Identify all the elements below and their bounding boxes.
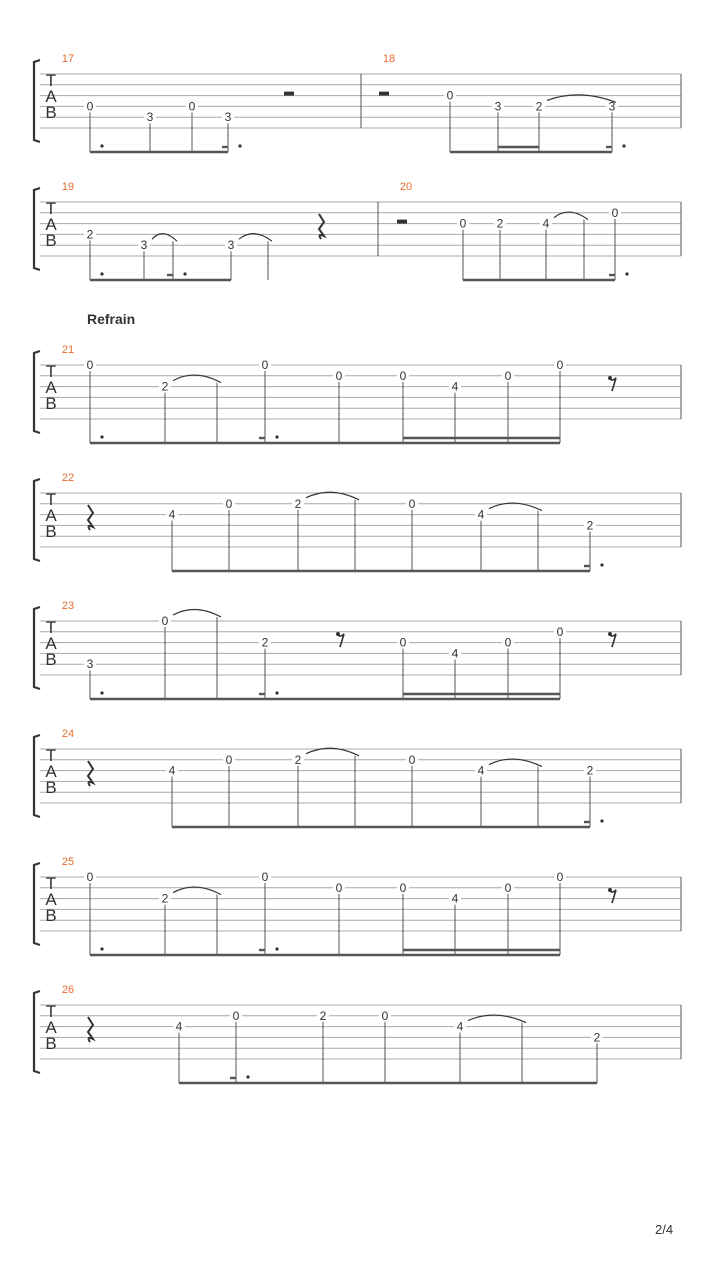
tab-clef-letter: A (45, 506, 57, 525)
tab-system (34, 863, 681, 955)
system-bracket (34, 188, 40, 270)
fret-number: 0 (504, 368, 512, 383)
fret-number: 2 (294, 752, 302, 767)
fret-number: 0 (335, 368, 343, 383)
augmentation-dot (275, 691, 278, 694)
tie (173, 609, 221, 617)
eighth-rest-head (608, 632, 612, 636)
half-rest (379, 92, 389, 96)
fret-number: 4 (175, 1019, 183, 1034)
tab-clef-letter: T (45, 490, 57, 509)
eighth-rest-head (336, 632, 340, 636)
quarter-rest (88, 1017, 93, 1042)
augmentation-dot (600, 819, 603, 822)
quarter-rest (88, 761, 93, 786)
eighth-rest-head (608, 376, 612, 380)
system-bracket (34, 607, 40, 689)
tab-clef-letter: T (45, 362, 57, 381)
quarter-rest (88, 505, 93, 530)
fret-number: 0 (399, 635, 407, 650)
tab-clef-letter: T (45, 1002, 57, 1021)
fret-number: 0 (335, 880, 343, 895)
fret-number: 0 (556, 358, 564, 372)
fret-number: 0 (399, 368, 407, 383)
fret-number: 0 (86, 358, 94, 372)
system-bracket (34, 863, 40, 945)
measure-number: 24 (61, 728, 75, 740)
fret-number: 2 (586, 518, 594, 533)
fret-number: 4 (456, 1019, 464, 1034)
system-bracket (34, 60, 40, 142)
tab-system (34, 607, 681, 699)
fret-number: 3 (224, 110, 232, 125)
measure-number: 22 (61, 472, 75, 484)
fret-number: 3 (146, 110, 154, 125)
tab-system (34, 479, 681, 571)
fret-number: 0 (504, 880, 512, 895)
measure-number: 25 (61, 856, 75, 868)
augmentation-dot (600, 563, 603, 566)
fret-number: 3 (494, 99, 502, 114)
system-bracket (34, 991, 40, 1073)
fret-number: 2 (496, 216, 504, 231)
fret-number: 0 (399, 880, 407, 895)
half-rest (397, 220, 407, 224)
tab-clef-letter: A (45, 1018, 57, 1037)
fret-number: 4 (451, 891, 459, 906)
augmentation-dot (100, 144, 103, 147)
measure-number: 26 (61, 984, 75, 996)
fret-number: 0 (459, 216, 467, 231)
fret-number: 4 (477, 763, 485, 778)
tab-clef-letter: T (45, 746, 57, 765)
augmentation-dot (275, 435, 278, 438)
fret-number: 0 (86, 99, 94, 114)
fret-number: 2 (161, 891, 169, 906)
tab-system (34, 735, 681, 827)
tab-clef-letter: B (45, 103, 57, 122)
tab-clef-letter: B (45, 231, 57, 250)
fret-number: 2 (86, 227, 94, 242)
fret-number: 4 (451, 646, 459, 661)
fret-number: 2 (161, 379, 169, 394)
augmentation-dot (246, 1075, 249, 1078)
fret-number: 0 (611, 205, 619, 220)
tab-clef-letter: T (45, 199, 57, 218)
fret-number: 4 (477, 507, 485, 522)
augmentation-dot (183, 272, 186, 275)
tab-clef-letter: B (45, 1034, 57, 1053)
fret-number: 0 (556, 870, 564, 884)
augmentation-dot (625, 272, 628, 275)
eighth-rest-head (608, 888, 612, 892)
augmentation-dot (100, 272, 103, 275)
measure-number: 21 (61, 344, 75, 356)
system-bracket (34, 479, 40, 561)
tab-system (34, 60, 681, 152)
augmentation-dot (622, 144, 625, 147)
augmentation-dot (100, 435, 103, 438)
tab-clef-letter: B (45, 650, 57, 669)
section-label-refrain: Refrain (87, 311, 136, 327)
fret-number: 0 (261, 358, 269, 372)
tab-clef-letter: B (45, 394, 57, 413)
fret-number: 0 (408, 496, 416, 511)
augmentation-dot (100, 947, 103, 950)
page-number: 2/4 (655, 1222, 674, 1237)
system-bracket (34, 351, 40, 433)
fret-number: 0 (225, 752, 233, 767)
tab-clef-letter: A (45, 87, 57, 106)
tab-clef-letter: A (45, 378, 57, 397)
tab-clef-letter: A (45, 215, 57, 234)
fret-number: 4 (168, 507, 176, 522)
tab-clef-letter: T (45, 618, 57, 637)
fret-number: 2 (593, 1030, 601, 1045)
tab-clef-letter: A (45, 890, 57, 909)
tab-clef-letter: B (45, 906, 57, 925)
measure-number: 17 (61, 53, 75, 65)
measure-number: 19 (61, 181, 75, 193)
augmentation-dot (238, 144, 241, 147)
fret-number: 0 (188, 99, 196, 114)
fret-number: 0 (86, 870, 94, 884)
measure-number: 20 (399, 181, 413, 193)
system-bracket (34, 735, 40, 817)
tab-clef-letter: B (45, 522, 57, 541)
augmentation-dot (100, 691, 103, 694)
quarter-rest (319, 214, 324, 239)
fret-number: 3 (227, 238, 235, 253)
fret-number: 2 (319, 1008, 327, 1023)
measure-number: 18 (382, 53, 396, 65)
fret-number: 0 (381, 1008, 389, 1023)
fret-number: 0 (232, 1008, 240, 1023)
tab-system (34, 188, 681, 280)
augmentation-dot (275, 947, 278, 950)
fret-number: 4 (451, 379, 459, 394)
fret-number: 2 (261, 635, 269, 650)
tab-clef-letter: A (45, 762, 57, 781)
fret-number: 2 (586, 763, 594, 778)
fret-number: 2 (535, 99, 543, 114)
fret-number: 0 (161, 614, 169, 628)
fret-number: 0 (261, 870, 269, 884)
tab-clef-letter: T (45, 71, 57, 90)
fret-number: 0 (225, 496, 233, 511)
fret-number: 0 (446, 88, 454, 103)
tab-clef-letter: T (45, 874, 57, 893)
fret-number: 0 (504, 635, 512, 650)
fret-number: 0 (408, 752, 416, 767)
fret-number: 3 (608, 99, 616, 114)
fret-number: 3 (86, 657, 94, 672)
fret-number: 4 (542, 216, 550, 231)
measure-number: 23 (61, 600, 75, 612)
fret-number: 3 (140, 238, 148, 253)
fret-number: 4 (168, 763, 176, 778)
fret-number: 0 (556, 624, 564, 639)
half-rest (284, 92, 294, 96)
tab-system (34, 991, 681, 1083)
tab-clef-letter: A (45, 634, 57, 653)
fret-number: 2 (294, 496, 302, 511)
tab-system (34, 351, 681, 443)
tab-clef-letter: B (45, 778, 57, 797)
